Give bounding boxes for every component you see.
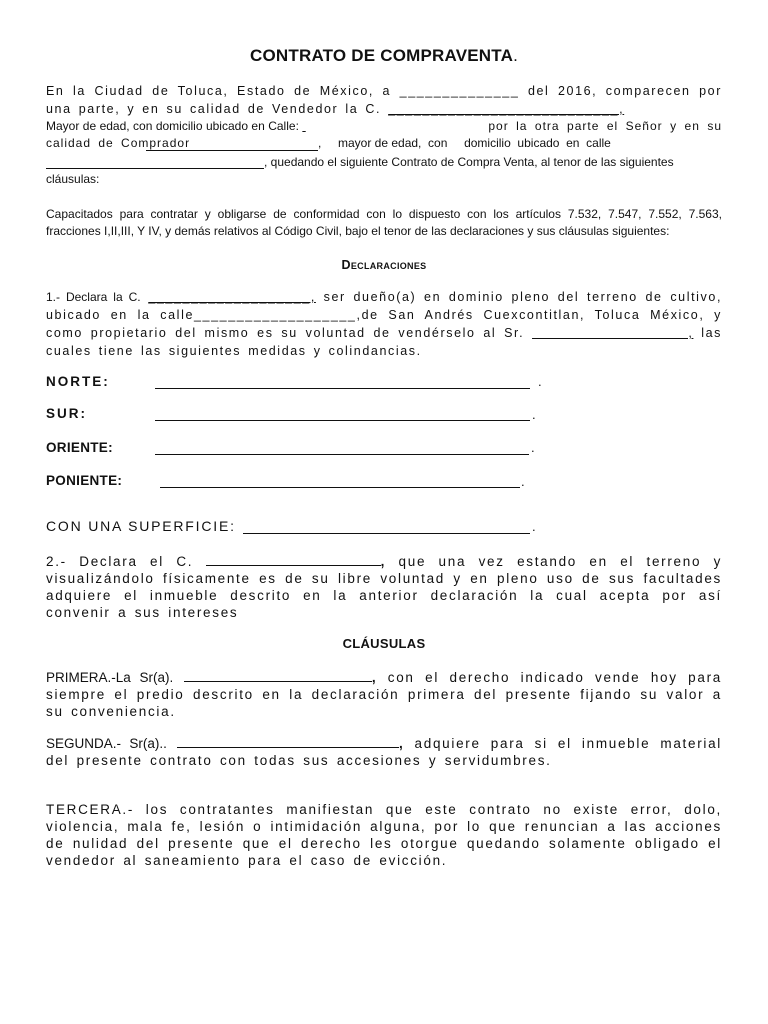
decl1-text-c: ,de San Andrés Cuexcontitlan, Toluca México, y como propietario del mismo es su voluntad de vendérselo al Sr. bbox=[46, 308, 722, 340]
segunda-text-b: adquiere para si el inmueble material del presente contrato con todas sus accesiones y servidumbres. bbox=[46, 736, 723, 768]
boundary-east-line bbox=[155, 454, 529, 455]
intro-text-f: , quedando el siguiente Contrato de Compra Venta, al tenor de las siguientes cláusulas: bbox=[46, 155, 674, 186]
capacity-paragraph: Capacitados para contratar y obligarse de conformidad con lo dispuesto con los artículos 7.532, 7.547, 7.552, 7.563, fracciones I,II,III, Y IV, y demás relativos al Código Civil, bajo el tenor de las declaraciones y sus cláusulas siguientes: bbox=[46, 207, 722, 238]
primera-comma: , bbox=[371, 670, 378, 685]
decl1-text-b: ser dueño(a) en dominio pleno del terreno de cultivo, ubicado en la calle bbox=[46, 290, 723, 322]
surface-end: . bbox=[532, 519, 536, 534]
decl2-text-b: que una vez estando en el terreno y visualizándolo físicamente es de su libre voluntad y en pleno uso de sus facultades adquiere el inmueble descrito en la anterior declaración la cual acepta por así convenir a sus intereses bbox=[46, 554, 723, 620]
decl2-comma: , bbox=[380, 554, 387, 569]
boundary-west-end: . bbox=[521, 474, 525, 489]
primera-text-a: PRIMERA.-La Sr(a). bbox=[46, 670, 174, 685]
document-title: CONTRATO DE COMPRAVENTA. bbox=[250, 46, 518, 65]
address-blank bbox=[302, 118, 488, 135]
intro-text-e: , mayor de edad, con domicilio ubicado en calle bbox=[318, 136, 611, 150]
decl1-buyer-blank: , bbox=[532, 326, 694, 340]
boundary-north-label: NORTE: bbox=[46, 374, 110, 389]
decl2-text-a: 2.- Declara el C. bbox=[46, 554, 194, 569]
surface-label: CON UNA SUPERFICIE: bbox=[46, 518, 236, 534]
declaration-1 bbox=[46, 288, 722, 360]
boundary-north-end: . bbox=[538, 374, 542, 389]
segunda-comma: , bbox=[399, 736, 405, 751]
buyer-name-line bbox=[146, 150, 318, 151]
clause-segunda bbox=[46, 735, 722, 769]
declaraciones-heading: Declaraciones bbox=[341, 258, 427, 272]
primera-seller-line bbox=[184, 669, 372, 682]
clausulas-heading: CLÁUSULAS bbox=[342, 636, 426, 651]
surface-line bbox=[243, 533, 530, 534]
decl1-street-blank: ___________________ bbox=[194, 308, 357, 322]
decl2-buyer-line bbox=[206, 553, 381, 566]
declaration-2 bbox=[46, 553, 722, 621]
seller-name-blank: ___________________________, bbox=[388, 102, 625, 116]
boundary-east-label: ORIENTE: bbox=[46, 440, 113, 455]
decl1-text-a: 1.- Declara la C. bbox=[46, 290, 141, 304]
segunda-buyer-line bbox=[177, 735, 399, 748]
boundary-west-label: PONIENTE: bbox=[46, 473, 123, 488]
intro-text-b: del 2016, comparecen por una parte, y en su calidad de Vendedor la C. bbox=[46, 84, 722, 116]
intro-line-5 bbox=[46, 154, 722, 188]
intro-text-a: En la Ciudad de Toluca, Estado de México, a bbox=[46, 84, 392, 98]
decl1-text-d: las cuales tiene las siguientes medidas y colindancias. bbox=[46, 326, 723, 358]
segunda-text-a: SEGUNDA.- Sr(a).. bbox=[46, 736, 167, 751]
intro-text-d: por la otra parte el Señor y en su calidad de Comprador bbox=[46, 119, 722, 150]
boundary-east-end: . bbox=[531, 440, 535, 455]
boundary-south-label: SUR: bbox=[46, 406, 87, 421]
boundary-north-line bbox=[155, 388, 530, 389]
decl1-owner-blank: ___________________, bbox=[148, 290, 316, 304]
buyer-address-line bbox=[46, 168, 264, 169]
boundary-west-line bbox=[160, 487, 520, 488]
boundary-south-end: . bbox=[532, 407, 536, 422]
intro-text-c: Mayor de edad, con domicilio ubicado en Calle: bbox=[46, 119, 299, 133]
boundary-south-line bbox=[155, 420, 530, 421]
clause-tercera: TERCERA.- los contratantes manifiestan que este contrato no existe error, dolo, violencia, mala fe, lesión o intimidación alguna, por lo que renuncian a las acciones de nulidad del presente que el derecho les otorgue quedando solamente obligado el vendedor al saneamiento para el caso de evicción. bbox=[46, 802, 722, 868]
primera-text-b: con el derecho indicado vende hoy para siempre el predio descrito en la declaración primera del presente fijando su valor a su conveniencia. bbox=[46, 670, 723, 719]
date-blank: ______________ bbox=[399, 84, 520, 98]
clause-primera bbox=[46, 669, 722, 720]
